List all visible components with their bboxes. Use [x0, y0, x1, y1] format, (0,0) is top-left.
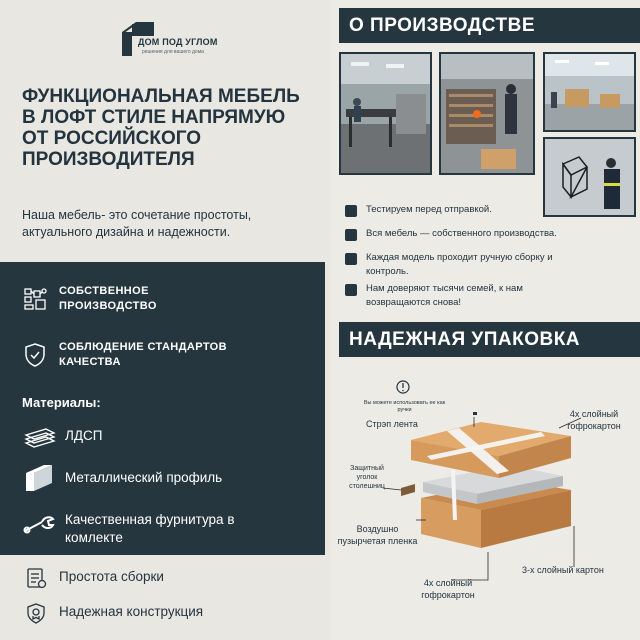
material-item-ldsp — [22, 423, 312, 457]
wrench-icon — [22, 511, 56, 541]
bullet-text: Тестируем перед отправкой. — [366, 204, 492, 215]
metal-profile-icon — [22, 463, 56, 493]
left-top-panel — [0, 0, 325, 262]
feature-own-production — [22, 284, 312, 320]
packaging-title: НАДЕЖНАЯ УПАКОВКА — [349, 329, 581, 350]
label-cardboard-top: 4х слойный гофрокартон — [567, 409, 621, 431]
material-text: Металлический профиль — [65, 470, 223, 485]
production-section-header — [339, 8, 640, 43]
material-text: Качественная фурнитура в комлекте — [65, 512, 235, 545]
bottom-feature-easy-assembly — [25, 567, 315, 593]
bottom-feature-reliable-construction — [25, 602, 315, 628]
materials-title: Материалы: — [22, 395, 101, 410]
feature-text: СОБЛЮДЕНИЕ СТАНДАРТОВ КАЧЕСТВА — [59, 341, 227, 368]
bottom-feature-text: Простота сборки — [59, 569, 164, 584]
bullet-text: Вся мебель — собственного производства. — [366, 228, 557, 239]
info-icon — [397, 381, 409, 393]
bullet-square — [345, 205, 357, 217]
logo-tagline: решения для вашего дома — [142, 49, 204, 55]
factory-photo-workshop — [339, 52, 432, 175]
bullet-text: Каждая модель проходит ручную сборку и контроль. — [366, 252, 553, 277]
label-cardboard-bottom: 4х слойный гофрокартон — [421, 578, 475, 600]
label-strap: Стрэп лента — [366, 419, 418, 429]
material-text: ЛДСП — [65, 428, 103, 443]
bullet-square — [345, 284, 357, 296]
boards-icon — [22, 423, 56, 453]
workshop-image — [341, 54, 430, 173]
shield-check-icon — [22, 342, 48, 368]
factory-icon — [22, 286, 48, 312]
feature-quality-standards — [22, 340, 312, 376]
label-bubble: Воздушно пузырчетая пленка — [337, 524, 418, 546]
factory-photo-warehouse — [543, 52, 636, 132]
bullet-text: Нам доверяют тысячи семей, к нам возвращаются снова! — [366, 283, 523, 308]
material-item-hardware — [22, 511, 312, 545]
label-corner: Защитный уголок столешниц — [349, 465, 385, 490]
factory-photo-welding — [439, 52, 535, 175]
page-headline: ФУНКЦИОНАЛЬНАЯ МЕБЕЛЬ В ЛОФТ СТИЛЕ НАПРЯМУЮ ОТ РОССИЙСКОГО ПРОИЗВОДИТЕЛЯ — [22, 86, 300, 170]
intro-text: Наша мебель- это сочетание простоты, актуального дизайна и надежности. — [22, 208, 252, 239]
feature-text: СОБСТВЕННОЕ ПРОИЗВОДСТВО — [59, 285, 157, 312]
packaging-section-header — [339, 322, 640, 357]
material-item-metal-profile — [22, 463, 312, 497]
bullet-square — [345, 229, 357, 241]
warehouse-image — [545, 54, 634, 130]
assembly-doc-icon — [25, 567, 47, 589]
shield-badge-icon — [25, 602, 47, 624]
production-title: О ПРОИЗВОДСТВЕ — [349, 15, 536, 36]
bottom-feature-text: Надежная конструкция — [59, 604, 204, 619]
label-cardboard-3: 3-х слойный картон — [522, 565, 604, 575]
brand-logo — [122, 22, 218, 58]
logo-name: ДОМ ПОД УГЛОМ — [138, 37, 218, 47]
bullet-square — [345, 253, 357, 265]
welding-image — [441, 54, 533, 173]
packaging-note: Вы можете использовать ее как ручки — [363, 400, 446, 413]
